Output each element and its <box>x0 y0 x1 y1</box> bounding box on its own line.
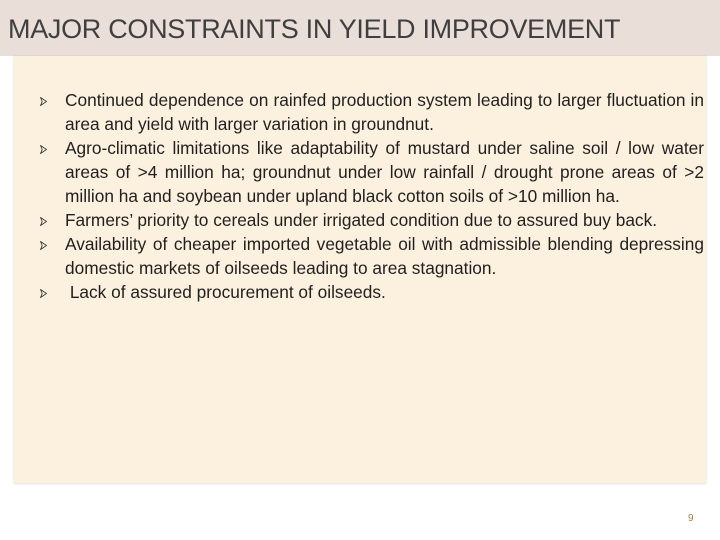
slide-title: MAJOR CONSTRAINTS IN YIELD IMPROVEMENT <box>8 14 621 44</box>
bullet-text: Continued dependence on rainfed production system leading to larger fluctuation in area and yield with larger variation in groundnut. <box>65 90 704 134</box>
bullet-item <box>36 136 704 208</box>
arrowhead-bullet-icon <box>40 241 47 250</box>
content-panel <box>14 56 706 483</box>
bullet-text: Farmers’ priority to cereals under irrigated condition due to assured buy back. <box>65 210 658 230</box>
arrowhead-bullet-icon <box>40 97 47 106</box>
bullet-item <box>36 88 704 136</box>
bullet-text: Lack of assured procurement of oilseeds. <box>65 282 386 302</box>
bullet-text: Agro-climatic limitations like adaptability of mustard under saline soil / low water areas of >4 million ha; groundnut under low rainfall / drought prone areas of >2 million ha and soybean under upland black cotton soils of >10 million ha. <box>65 138 704 206</box>
bullet-item <box>36 208 704 232</box>
arrowhead-bullet-icon <box>40 217 47 226</box>
arrowhead-bullet-icon <box>40 289 47 298</box>
bullet-item <box>36 280 704 304</box>
slide-number: 9 <box>688 513 694 524</box>
bullet-item <box>36 232 704 280</box>
arrowhead-bullet-icon <box>40 145 47 154</box>
bullet-text: Availability of cheaper imported vegetable oil with admissible blending depressing domestic markets of oilseeds leading to area stagnation. <box>65 234 704 278</box>
title-bar <box>0 0 720 56</box>
bullet-list <box>36 88 704 304</box>
